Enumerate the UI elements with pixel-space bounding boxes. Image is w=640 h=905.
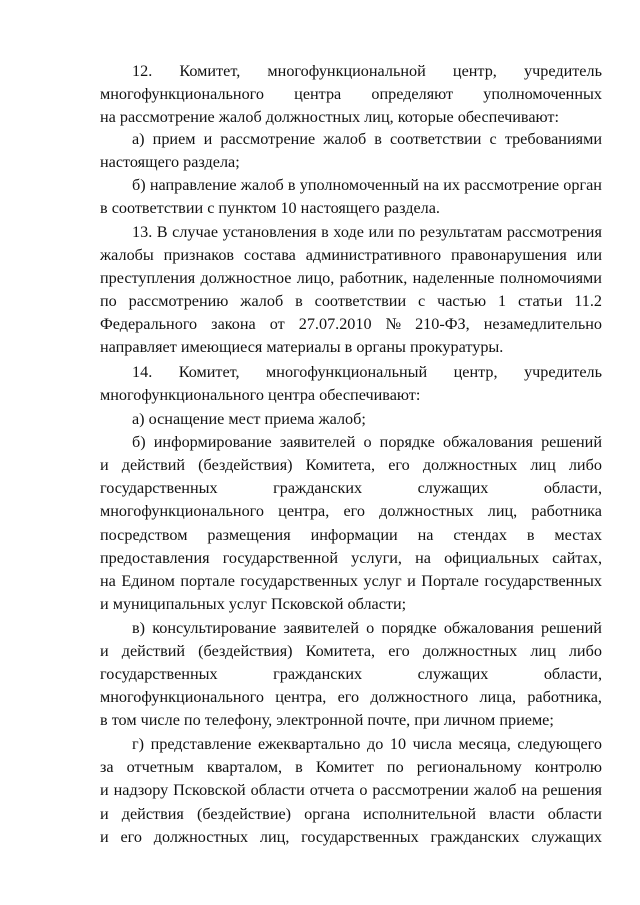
word: прием — [152, 130, 196, 148]
word: в — [321, 223, 329, 241]
word: Комитет — [315, 758, 374, 776]
word: Комитет, — [178, 363, 240, 381]
word: Портале — [421, 572, 479, 590]
word: случае — [172, 223, 219, 241]
word: порядке — [381, 619, 437, 637]
word: соответствии — [314, 292, 407, 310]
word: органа — [304, 805, 350, 823]
word: консультирование — [152, 619, 277, 637]
word: числа — [412, 735, 452, 753]
word: государственных — [100, 665, 218, 683]
word: частью — [437, 292, 487, 310]
word: 14. — [132, 363, 153, 381]
word: должностных — [422, 456, 518, 474]
word: местах — [554, 526, 602, 544]
word: лиц — [530, 456, 556, 474]
word: заявителей — [283, 619, 359, 637]
word: в — [287, 176, 296, 194]
word: и — [100, 781, 109, 799]
word: уполномоченных — [483, 85, 602, 103]
word: государственных — [484, 572, 602, 590]
text-line — [100, 547, 602, 569]
word: гражданских — [430, 828, 520, 846]
word: его — [337, 688, 360, 706]
word: и — [407, 572, 416, 590]
word: области — [250, 781, 305, 799]
word: их — [443, 176, 461, 194]
word: области, — [543, 665, 602, 683]
word: административного — [305, 246, 442, 264]
word: либо — [568, 642, 602, 660]
word: лицо, — [296, 269, 335, 287]
word: о — [366, 619, 375, 637]
word: центр, — [452, 62, 497, 80]
text-line — [132, 60, 602, 82]
word: преступления — [100, 269, 196, 287]
word: решений — [541, 619, 602, 637]
text-line: в соответствии с пунктом 10 настоящего раздела. — [100, 199, 440, 217]
word: размещения — [207, 526, 291, 544]
text-line — [100, 313, 602, 335]
word: определяют — [371, 85, 454, 103]
text-line — [100, 244, 602, 266]
word: должностных — [153, 828, 249, 846]
word: (бездействия) — [198, 456, 293, 474]
word: власти — [489, 805, 535, 823]
word: (бездействие) — [196, 805, 292, 823]
text-line — [100, 524, 602, 546]
word: Комитета, — [305, 642, 376, 660]
word: представление — [150, 735, 252, 753]
text-line — [100, 803, 602, 825]
word: по — [398, 223, 416, 241]
word: признаков — [163, 246, 235, 264]
word: кварталом, — [206, 758, 283, 776]
word: орган — [563, 176, 602, 194]
word: его — [388, 456, 410, 474]
word: 27.07.2010 — [298, 315, 372, 333]
word: на — [100, 572, 116, 590]
word: и — [203, 130, 213, 148]
word: рассмотрению — [128, 292, 229, 310]
word: обжалования — [443, 619, 534, 637]
word: рассмотрения — [506, 223, 602, 241]
text-line — [100, 640, 602, 662]
word: в) — [132, 619, 146, 637]
word: предоставления — [100, 549, 210, 567]
text-line — [132, 431, 602, 453]
text-line — [100, 826, 602, 848]
text-line: направляет имеющиеся материалы в органы прокуратуры. — [100, 338, 504, 356]
word: многофункциональный — [266, 363, 428, 381]
word: полномочиями — [499, 269, 602, 287]
word: состава — [243, 246, 296, 264]
word: рассмотрение — [464, 176, 560, 194]
word: информирование — [153, 433, 272, 451]
word: рассмотрении — [372, 781, 469, 799]
text-line: а) оснащение мест приема жалоб; — [132, 410, 366, 428]
word: многофункционального — [100, 688, 264, 706]
word: официальных — [444, 549, 540, 567]
word: стендах — [453, 526, 507, 544]
text-line — [100, 267, 602, 289]
word: государственной — [222, 549, 339, 567]
word: лиц, — [259, 828, 290, 846]
text-line — [132, 617, 602, 639]
word: действия — [121, 805, 184, 823]
word: региональному — [416, 758, 522, 776]
word: в — [374, 130, 382, 148]
word: гражданских — [273, 479, 363, 497]
word: в — [295, 758, 303, 776]
word: г) — [132, 735, 145, 753]
word: учредитель — [524, 62, 602, 80]
word: обжалования — [442, 433, 533, 451]
word: посредством — [100, 526, 188, 544]
word: многофункциональной — [267, 62, 426, 80]
word: и — [100, 828, 109, 846]
word: центра, — [278, 502, 330, 520]
word: установления — [222, 223, 317, 241]
word: должностных — [422, 642, 518, 660]
word: с — [418, 292, 426, 310]
word: и — [100, 805, 109, 823]
word: 12. — [132, 62, 153, 80]
text-line — [100, 477, 602, 499]
word: до — [367, 735, 384, 753]
word: жалоб — [323, 130, 367, 148]
text-line — [100, 500, 602, 522]
word: надзору — [113, 781, 169, 799]
word: работник, — [339, 269, 408, 287]
word: действий — [121, 642, 186, 660]
text-line — [132, 174, 602, 196]
text-line — [100, 663, 602, 685]
word: ходе — [333, 223, 364, 241]
word: результатам — [419, 223, 503, 241]
word: наделенные — [412, 269, 495, 287]
text-line: в том числе по телефону, электронной почте, при личном приеме; — [100, 711, 554, 729]
word: уполномоченный — [299, 176, 420, 194]
word: о — [359, 781, 368, 799]
word: услуг — [363, 572, 402, 590]
word: жалобы — [100, 246, 154, 264]
word: незамедлительно — [483, 315, 602, 333]
word: (бездействия) — [198, 642, 293, 660]
word: его — [120, 828, 142, 846]
word: от — [269, 315, 285, 333]
word: контролю — [534, 758, 602, 776]
word: его — [343, 502, 365, 520]
text-line: и муниципальных услуг Псковской области; — [100, 595, 407, 613]
word: Псковской — [173, 781, 246, 799]
word: сайтах, — [552, 549, 602, 567]
word: по — [100, 292, 117, 310]
word: центр, — [453, 363, 498, 381]
word: действий — [121, 456, 186, 474]
word: направление — [149, 176, 237, 194]
word: лица, — [479, 688, 517, 706]
word: 1 — [498, 292, 507, 310]
word: на — [417, 526, 434, 544]
word: 11.2 — [574, 292, 602, 310]
text-line: многофункционального центра обеспечивают: — [100, 386, 421, 404]
word: должностных — [379, 502, 474, 520]
word: б) — [132, 176, 146, 194]
text-line — [100, 570, 602, 592]
word: государственных — [240, 572, 358, 590]
word: № — [385, 315, 402, 333]
word: на — [521, 781, 538, 799]
word: многофункционального — [100, 85, 264, 103]
text-line — [100, 756, 602, 778]
word: с — [489, 130, 497, 148]
word: области, — [543, 479, 602, 497]
text-line — [100, 83, 602, 105]
word: соответствии — [390, 130, 482, 148]
word: в — [526, 526, 535, 544]
text-line — [100, 779, 602, 801]
word: услуги, — [351, 549, 402, 567]
word: б) — [132, 433, 146, 451]
word: на — [423, 176, 440, 194]
word: жалоб — [240, 292, 284, 310]
text-line — [132, 128, 602, 150]
word: должностное — [200, 269, 292, 287]
word: в — [295, 292, 303, 310]
word: Едином — [121, 572, 175, 590]
word: ежеквартально — [257, 735, 361, 753]
word: на — [415, 549, 431, 567]
word: за — [100, 758, 114, 776]
word: либо — [568, 456, 602, 474]
word: 10 — [389, 735, 407, 753]
word: и — [100, 456, 109, 474]
word: учредитель — [524, 363, 602, 381]
text-line — [132, 361, 602, 383]
text-line — [132, 733, 602, 755]
word: служащих — [531, 828, 602, 846]
text-line — [100, 454, 602, 476]
word: 210-ФЗ, — [415, 315, 470, 333]
word: 13. — [132, 223, 153, 241]
word: Комитет, — [179, 62, 241, 80]
word: следующего — [517, 735, 602, 753]
word: его — [388, 642, 410, 660]
word: гражданских — [273, 665, 363, 683]
text-line: настоящего раздела; — [100, 153, 240, 171]
word: государственных — [100, 479, 218, 497]
word: лиц, — [487, 502, 518, 520]
word: или — [576, 246, 602, 264]
text-line: на рассмотрение жалоб должностных лиц, которые обеспечивают: — [100, 108, 559, 126]
text-line — [100, 290, 602, 312]
word: заявителей — [279, 433, 356, 451]
word: правонарушения — [450, 246, 567, 264]
word: а) — [132, 130, 145, 148]
word: информации — [310, 526, 398, 544]
word: решения — [542, 781, 602, 799]
word: жалоб — [240, 176, 284, 194]
word: Комитета, — [305, 456, 376, 474]
word: области — [547, 805, 602, 823]
word: статьи — [518, 292, 563, 310]
word: Федерального — [100, 315, 198, 333]
word: рассмотрение — [220, 130, 316, 148]
word: требованиями — [504, 130, 602, 148]
word: должностного — [370, 688, 469, 706]
word: многофункционального — [100, 502, 264, 520]
word: отчетным — [126, 758, 194, 776]
word: решений — [541, 433, 602, 451]
word: работника, — [527, 688, 602, 706]
word: служащих — [417, 479, 489, 497]
word: месяца, — [458, 735, 511, 753]
word: или — [368, 223, 394, 241]
word: отчета — [309, 781, 355, 799]
word: В — [156, 223, 168, 241]
word: лиц — [530, 642, 556, 660]
text-line — [132, 221, 602, 243]
word: портале — [180, 572, 235, 590]
word: закона — [211, 315, 256, 333]
word: порядке — [379, 433, 435, 451]
word: исполнительной — [363, 805, 477, 823]
word: работника — [531, 502, 602, 520]
word: о — [363, 433, 372, 451]
word: жалоб — [473, 781, 517, 799]
text-line — [100, 686, 602, 708]
word: по — [386, 758, 404, 776]
word: центра — [294, 85, 342, 103]
word: государственных — [301, 828, 419, 846]
word: служащих — [417, 665, 489, 683]
word: и — [100, 642, 109, 660]
word: центра, — [275, 688, 327, 706]
